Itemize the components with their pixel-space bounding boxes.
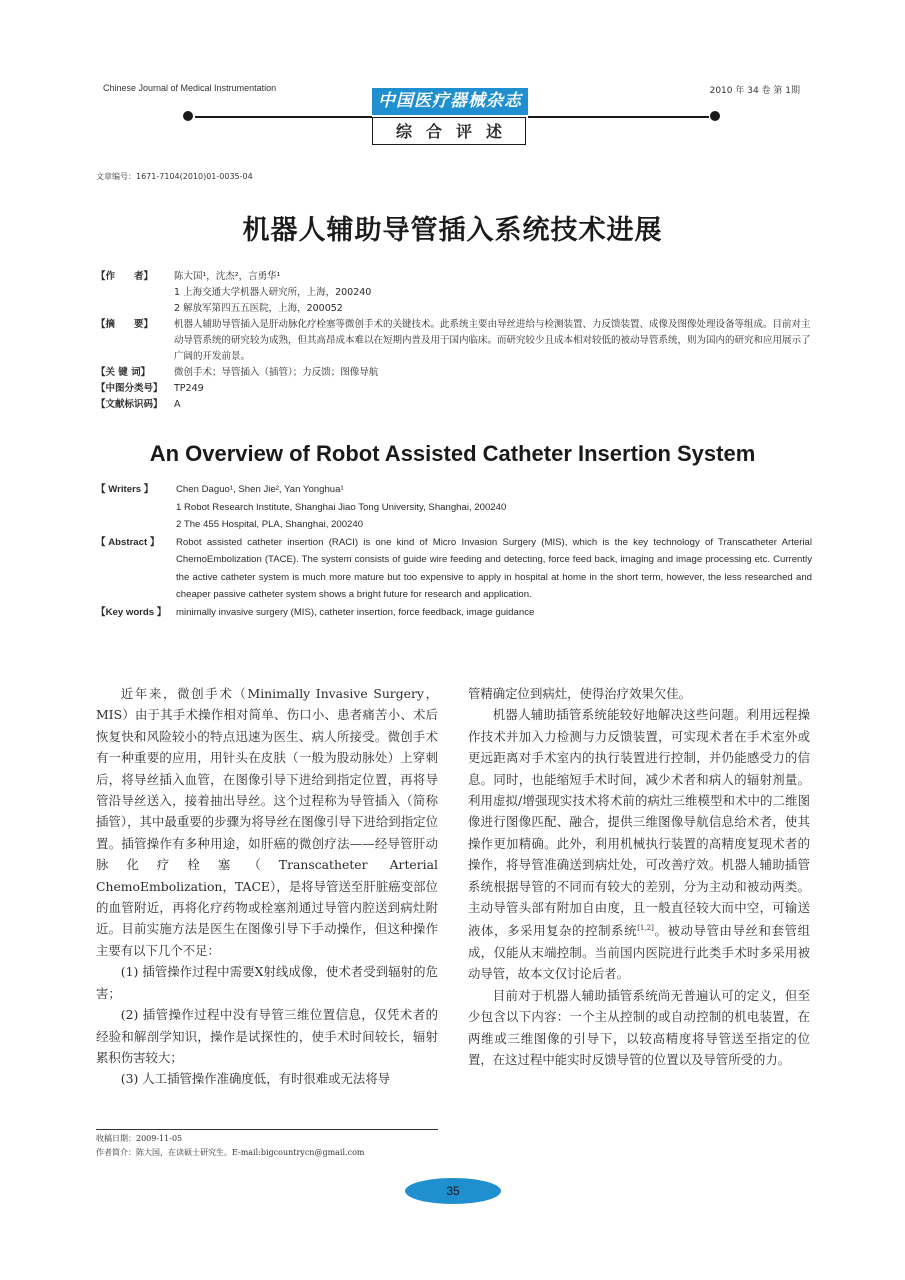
keywords-row [96,365,812,381]
journal-name-en: Chinese Journal of Medical Instrumentation [103,83,277,93]
right-dot [710,111,720,121]
section-label: 综合评述 [372,117,526,145]
paragraph: (3) 人工插管操作准确度低，有时很难或无法将导 [120,1071,391,1087]
received-date: 收稿日期：2009-11-05 [96,1134,183,1143]
authors-row [96,269,812,285]
classification-row [96,381,812,397]
page-title-zh: 机器人辅助导管插入系统技术进展 [242,215,663,246]
paragraph: (1) 插管操作过程中需要X射线成像，使术者受到辐射的危害； [96,964,438,1001]
meta-en [96,481,812,621]
paragraph [468,704,810,984]
body-left-column [96,683,438,1090]
affiliation-1: 1 上海交通大学机器人研究所，上海，200240 [174,287,372,298]
keywords-en-label: 【Key words 】 [96,606,167,618]
paragraph: 近年来，微创手术（Minimally Invasive Surgery，MIS）由于其手术操作相对简单、伤口小、患者痛苦小、术后恢复快和风险较小的特点迅速为医生、病人所接受。微创手术有一种重要的应用，用针头在皮肤（一般为股动脉处）上穿刺后，将导丝插入血管，在图像引导下进给到指定位置，再将导管沿导丝送入，接着抽出导丝。这个过程称为导管插入（简称插管），其中最重要的步骤为将导丝在图像引导下进给到指定位置。插管操作有多种用途，如肝癌的微创疗法——经导管肝动脉化疗栓塞（Transcatheter Arterial ChemoEmbolization，TACE），是将导管送至肝脏癌变部位的血管附近，再将化疗药物或栓塞剂通过导管内腔送到病灶附近。目前实施方法是医生在图像引导下手动操作，但这种操作主要有以下几个不足： [96,686,438,958]
header-rule-right [528,116,709,118]
keywords-zh: 微创手术；导管插入（插管）；力反馈；图像导航 [174,367,379,378]
left-dot [183,111,193,121]
classification-label: 【中图分类号】 [96,383,163,394]
abstract-en-row [96,534,812,604]
article-number: 文章编号：1671-7104(2010)01-0035-04 [96,172,253,181]
paragraph: 目前对于机器人辅助插管系统尚无普遍认可的定义，但至少包含以下内容：一个主从控制的或自动控制的机电装置，在两维或三维图像的引导下，以较高精度将导管送至指定的位置，在这过程中能实时反馈导管的位置以及导管所受的力。 [468,987,810,1068]
issue-info: 2010 年 34 卷 第 1期 [709,86,800,96]
header-rule-left [195,116,372,118]
journal-logo: 中国医疗器械杂志 [372,88,528,115]
keywords-en: minimally invasive surgery (MIS), catheter insertion, force feedback, image guidance [176,606,535,618]
paragraph: (2) 插管操作过程中没有导管三维位置信息，仅凭术者的经验和解剖学知识，操作是试探性的，使手术时间较长，辐射累积伤害较大； [96,1007,438,1065]
paragraph-text: 。被动导管由导丝和套管组成，仅能从末端控制。当前国内医院进行此类手术时多采用被动导管，故本文仅讨论后者。 [468,923,810,982]
authors: 陈大国¹，沈杰²，言勇华¹ [174,271,281,282]
doc-code: A [174,399,181,410]
abstract-en-label: 【 Abstract 】 [96,536,160,548]
citation: [1,2] [637,924,654,933]
paragraph: 管精确定位到病灶，使得治疗效果欠佳。 [468,686,692,701]
classification: TP249 [174,383,204,394]
abstract-zh: 机器人辅助导管插入是肝动脉化疗栓塞等微创手术的关键技术。此系统主要由导丝进给与检测装置、力反馈装置、成像及图像处理设备等组成。目前对主动导管系统的研究较为成熟，但其高昂成本难以在短期内普及用于国内临床。而研究较少且成本相对较低的被动导管系统，则为国内的研究和应用展示了广阔的开发前景。 [174,319,811,362]
keywords-en-row [96,604,812,622]
abstract-en: Robot assisted catheter insertion (RACI) is one kind of Micro Invasion Surgery (MIS), which is the key technology of Transcatheter Arterial ChemoEmbolization (TACE). The system consists of guide wire feeding and detecting, force feed back, imaging and image processing etc. Currently the active catheter system is much more mature but too expensive to apply in hospital at home in the short term, however, the less researched and cheaper passive catheter system shows a bright future for research and application. [176,536,812,600]
footnote-rule [96,1129,438,1130]
doc-code-label: 【文献标识码】 [96,399,163,410]
abstract-row [96,317,812,365]
page-title-en: An Overview of Robot Assisted Catheter Insertion System [149,441,756,466]
affiliation-en-2: 2 The 455 Hospital, PLA, Shanghai, 200240 [176,519,364,530]
writers: Chen Daguo¹, Shen Jie², Yan Yonghua¹ [176,484,344,495]
author-info: 作者简介：陈大国，在读硕士研究生。E-mail:bigcountrycn@gmail.com [96,1148,365,1157]
affiliation-2: 2 解放军第四五五医院，上海，200052 [174,303,343,314]
writers-row [96,481,812,499]
affiliation-en-1: 1 Robot Research Institute, Shanghai Jiao Tong University, Shanghai, 200240 [176,501,507,513]
doc-code-row [96,397,812,413]
paragraph-text: 机器人辅助插管系统能较好地解决这些问题。利用远程操作技术并加入力检测与力反馈装置，可实现术者在手术室外或更远距离对手术室内的执行装置进行控制，并仍能感受力的信息。同时，也能缩短手术时间，减少术者和病人的辐射剂量。利用虚拟/增强现实技术将术前的病灶三维模型和术中的二维图像进行图像匹配、融合，提供三维图像导航信息给术者，使其操作更加精确。此外，利用机械执行装置的高精度复现术者的操作，将导管准确送到病灶处，可改善疗效。机器人辅助插管系统根据导管的不同而有较大的差别，分为主动和被动两类。主动导管头部有附加自由度，且一般直径较大而中空，可输送液体，多采用复杂的控制系统 [468,707,810,939]
writers-label: 【 Writers 】 [96,484,154,495]
keywords-label: 【关 键 词】 [96,367,151,378]
abstract-label: 【摘 要】 [96,319,154,330]
body-right-column [468,683,810,1070]
meta-zh [96,269,812,413]
authors-label: 【作 者】 [96,271,154,282]
page-number: 35 [405,1178,501,1204]
